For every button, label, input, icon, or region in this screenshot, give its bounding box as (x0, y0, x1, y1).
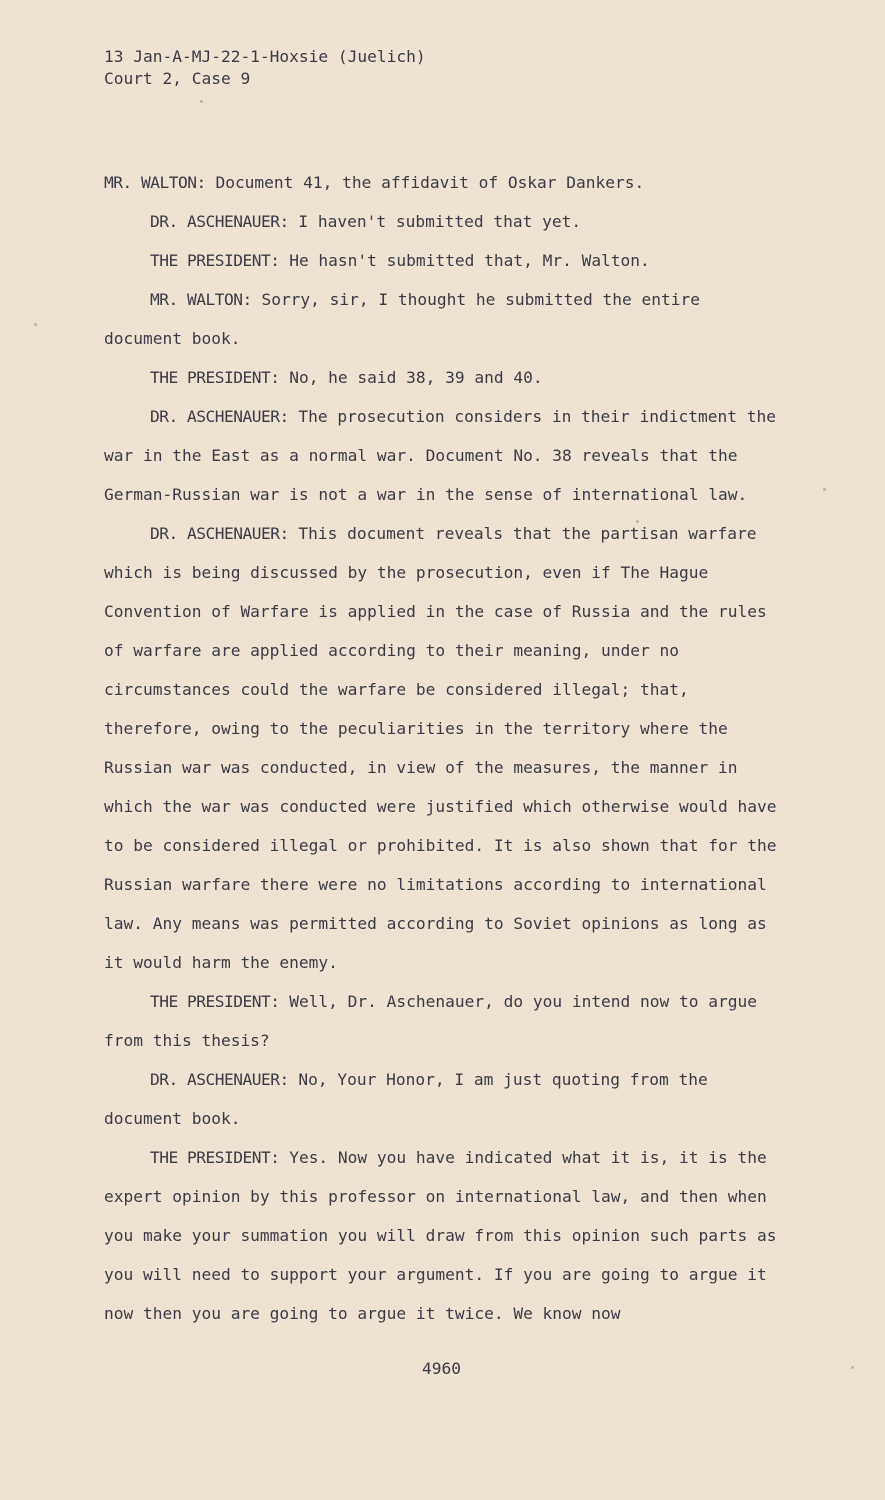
paper-speck (823, 488, 826, 491)
paragraph-text: Document 41, the affidavit of Oskar Dankers. (205, 173, 645, 192)
paragraph (104, 1138, 784, 1333)
paragraph-text: He hasn't submitted that, Mr. Walton. (279, 251, 650, 270)
speaker-label: THE PRESIDENT: (150, 368, 280, 387)
paragraph (104, 280, 784, 358)
paper-speck (34, 323, 37, 326)
paragraph-text: Well, Dr. Aschenauer, do you intend now to argue from this thesis? (104, 992, 757, 1050)
paragraph-text: The prosecution considers in their indictment the war in the East as a normal war. Document No. 38 reveals that the German-Russian war is not a war in the sense of international law. (104, 407, 776, 504)
speaker-label: DR. ASCHENAUER: (150, 524, 289, 543)
transcript-body (104, 163, 784, 1333)
speaker-label: MR. WALTON: (150, 290, 252, 309)
page-number (0, 1358, 885, 1380)
speaker-label: DR. ASCHENAUER: (150, 212, 289, 231)
paragraph (104, 982, 784, 1060)
paragraph-text: I haven't submitted that yet. (288, 212, 582, 231)
paragraph-text: No, Your Honor, I am just quoting from the document book. (104, 1070, 708, 1128)
paper-speck (851, 1366, 854, 1369)
paragraph (104, 202, 784, 241)
transcript-header (104, 46, 426, 90)
paper-speck (200, 100, 203, 103)
paragraph (104, 358, 784, 397)
paragraph (104, 397, 784, 514)
paragraph-text: Sorry, sir, I thought he submitted the entire document book. (104, 290, 701, 348)
paragraph-text: Yes. Now you have indicated what it is, it is the expert opinion by this professor on international law, and then when you make your summation you will draw from this opinion such parts as you will need to support your argument. If you are going to argue it now then you are going to argue it twice. We know now (104, 1148, 777, 1323)
paragraph (104, 514, 784, 982)
header-line-session: 13 Jan-A-MJ-22-1-Hoxsie (Juelich) (104, 47, 426, 66)
speaker-label: DR. ASCHENAUER: (150, 1070, 289, 1089)
header-line-court-case: Court 2, Case 9 (104, 69, 251, 88)
speaker-label: THE PRESIDENT: (150, 251, 280, 270)
speaker-label: THE PRESIDENT: (150, 992, 280, 1011)
paragraph (104, 1060, 784, 1138)
paper-speck (636, 520, 639, 523)
paragraph (104, 163, 784, 202)
speaker-label: DR. ASCHENAUER: (150, 407, 289, 426)
paragraph (104, 241, 784, 280)
page-number-text: 4960 (422, 1359, 461, 1378)
speaker-label: MR. WALTON: (104, 173, 206, 192)
paragraph-text: This document reveals that the partisan warfare which is being discussed by the prosecution, even if The Hague Convention of Warfare is applied in the case of Russia and the rules of warfare are applied according to their meaning, under no circumstances could the warfare be considered illegal; that, therefore, owing to the peculiarities in the territory where the Russian war was conducted, in view of the measures, the manner in which the war was conducted were justified which otherwise would have to be considered illegal or prohibited. It is also shown that for the Russian warfare there were no limitations according to international law. Any means was permitted according to Soviet opinions as long as it would harm the enemy. (104, 524, 777, 972)
paragraph-text: No, he said 38, 39 and 40. (279, 368, 543, 387)
speaker-label: THE PRESIDENT: (150, 1148, 280, 1167)
